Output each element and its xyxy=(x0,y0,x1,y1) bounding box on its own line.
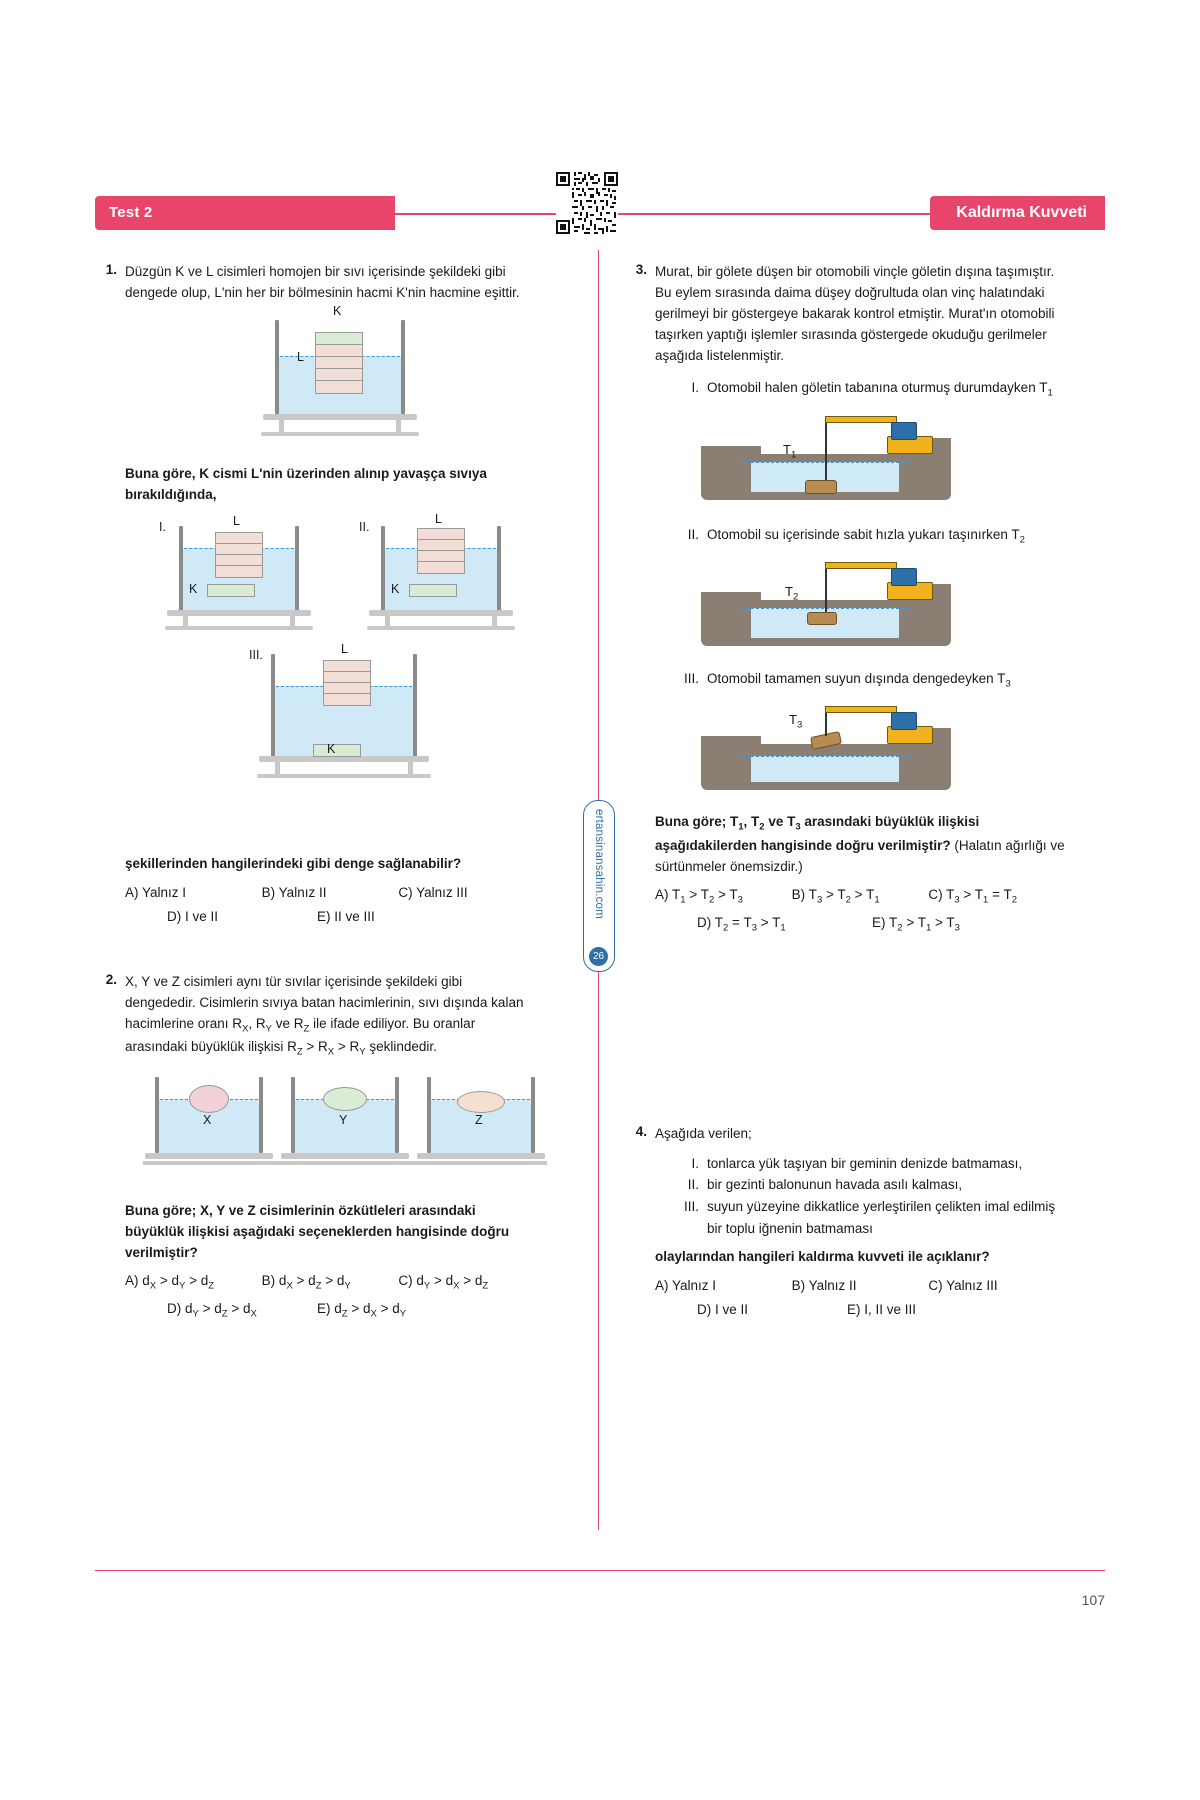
label-L: L xyxy=(435,511,442,526)
q2-t9: X xyxy=(327,1046,335,1058)
item-text: suyun yüzeyine dikkatlice yerleştirilen çelikten imal edilmiş bir toplu iğnenin batmaması xyxy=(707,1198,1056,1236)
question-1-intro: Düzgün K ve L cisimleri homojen bir sıvı içerisinde şekildeki gibi dengede olup, L'nin her bir bölmesinin hacmi K'nin hacmine eşittir. xyxy=(125,264,520,300)
label-K: K xyxy=(391,581,400,596)
case-label-3: III. xyxy=(249,647,263,662)
label-L: L xyxy=(297,349,304,364)
q2-t11: Y xyxy=(359,1046,366,1058)
question-4-intro: Aşağıda verilen; xyxy=(655,1125,752,1141)
question-1-number: 1. xyxy=(105,262,117,277)
question-3-number: 3. xyxy=(635,262,647,277)
label-Z: Z xyxy=(475,1112,483,1127)
label-Y: Y xyxy=(339,1112,348,1127)
test-label: Test 2 xyxy=(109,204,153,221)
question-4-items xyxy=(655,1153,1065,1239)
item-roman: III. xyxy=(683,671,699,687)
case-label-2: II. xyxy=(359,519,370,534)
choice-d[interactable]: D) $T_2 = T_3 > T_1$ xyxy=(697,915,786,934)
q2-t12: şeklindedir. xyxy=(365,1039,437,1055)
question-2-figure xyxy=(125,1077,535,1187)
list-item xyxy=(677,377,1065,401)
item-text: bir gezinti balonunun havada asılı kalması, xyxy=(707,1177,963,1193)
question-3-choices xyxy=(655,887,1065,933)
choice-c[interactable]: C) $d_Y > d_X > d_Z$ xyxy=(398,1273,489,1293)
question-2-choices xyxy=(125,1273,535,1319)
label-L: L xyxy=(341,641,348,656)
left-column xyxy=(95,262,535,1320)
choice-e[interactable]: E) $d_Z > d_X > d_Y$ xyxy=(317,1301,407,1320)
question-4-choices xyxy=(655,1278,1065,1317)
question-3-question-bold: Buna göre; $T_1$, $T_2$ ve $T_3$ arasındaki büyüklük ilişkisi aşağıdakilerden hangisinde doğru verilmiştir? xyxy=(655,814,980,853)
item-text: Otomobil tamamen suyun dışında dengedeyken $T_3$ xyxy=(707,671,1011,691)
choice-e[interactable]: E) I, II ve III xyxy=(847,1302,917,1318)
case-label-1: I. xyxy=(159,519,166,534)
list-item xyxy=(677,1196,1065,1239)
q2-t4: ve R xyxy=(272,1015,304,1031)
list-item xyxy=(677,1174,1065,1196)
question-3-note: (Halatın ağırlığı ve sürtünmeler önemsizdir.) xyxy=(655,837,1065,874)
choice-a[interactable]: A) $d_X > d_Y > d_Z$ xyxy=(125,1273,215,1293)
q2-t8: > R xyxy=(302,1039,328,1055)
choice-a[interactable]: A) Yalnız I xyxy=(655,1278,717,1294)
choice-e[interactable]: E) II ve III xyxy=(317,908,375,924)
question-4-question: olaylarından hangileri kaldırma kuvveti ile açıklanır? xyxy=(655,1249,990,1265)
choice-d[interactable]: D) I ve II xyxy=(697,1302,749,1318)
question-4 xyxy=(625,1124,1065,1317)
q2-t0: X, Y ve Z cisimleri aynı tür sıvılar içerisinde şekildeki gibi dengededir. Cisimlerin sıvıya batan hacimlerinin, sıvı dışında kalan hacimlerine oranı R xyxy=(125,974,524,1031)
footer-rule xyxy=(95,1570,1105,1571)
q2-t6: ile ifade ediliyor. Bu oranlar arasındaki büyüklük ilişkisi R xyxy=(125,1015,476,1055)
question-3-intro: Murat, bir gölete düşen bir otomobili vinçle göletin dışına taşımıştır. Bu eylem sırasında daima düşey doğrultuda olan vinç halatındaki gerilmeyi bir göstergeye bakarak kontrol etmiştir. Murat'ın otomobili taşırken yaptığı işlemler sırasında göstergede okuduğu gerilmeler aşağıda listelenmiştir. xyxy=(655,264,1055,363)
choice-b[interactable]: B) Yalnız II xyxy=(791,1278,857,1294)
item-roman: II. xyxy=(687,527,699,543)
question-1-prompt: Buna göre, K cismi L'nin üzerinden alınıp yavaşça sıvıya bırakıldığında, xyxy=(125,465,487,502)
choice-d[interactable]: D) I ve II xyxy=(167,908,219,924)
choice-b[interactable]: B) $d_X > d_Z > d_Y$ xyxy=(261,1273,351,1293)
label-K: K xyxy=(189,581,198,596)
q2-t1: X xyxy=(242,1023,249,1035)
list-item xyxy=(677,524,1065,548)
question-3-figure-2 xyxy=(655,554,1065,662)
item-text: Otomobil su içerisinde sabit hızla yukarı taşınırken $T_2$ xyxy=(707,527,1025,547)
list-item xyxy=(677,1153,1065,1175)
label-K: K xyxy=(333,303,342,318)
q2-t5: Z xyxy=(303,1023,310,1035)
question-2-number: 2. xyxy=(105,972,117,987)
question-3-items xyxy=(655,377,1065,401)
question-2 xyxy=(95,972,535,1320)
site-badge-number: 26 xyxy=(589,947,608,966)
choice-a[interactable]: A) $T_1 > T_2 > T_3$ xyxy=(655,887,743,907)
choice-c[interactable]: C) $T_3 > T_1 = T_2$ xyxy=(928,887,1018,907)
label-K: K xyxy=(327,741,336,756)
choice-c[interactable]: C) Yalnız III xyxy=(398,884,468,900)
qr-code-icon xyxy=(556,172,618,234)
choice-b[interactable]: B) Yalnız II xyxy=(261,884,327,900)
q2-t10: > R xyxy=(334,1039,360,1055)
question-3-question xyxy=(655,812,1065,877)
label-X: X xyxy=(203,1112,212,1127)
choice-d[interactable]: D) $d_Y > d_Z > d_X$ xyxy=(167,1301,257,1320)
choice-a[interactable]: A) Yalnız I xyxy=(125,884,187,900)
question-1-question: şekillerinden hangilerindeki gibi denge sağlanabilir? xyxy=(125,855,462,871)
choice-e[interactable]: E) $T_2 > T_1 > T_3$ xyxy=(872,915,960,934)
q2-t2: , R xyxy=(248,1015,266,1031)
page-number: 107 xyxy=(1081,1592,1105,1608)
choice-c[interactable]: C) Yalnız III xyxy=(928,1278,998,1294)
q2-t3: Y xyxy=(265,1023,273,1035)
question-1-figure-main xyxy=(125,303,535,440)
question-3-figure-3 xyxy=(655,698,1065,806)
q2-t7: Z xyxy=(296,1046,303,1058)
item-roman: I. xyxy=(691,379,699,395)
choice-b[interactable]: B) $T_3 > T_2 > T_1$ xyxy=(791,887,880,907)
question-3 xyxy=(625,262,1065,934)
tension-label-2: $T_2$ xyxy=(785,584,799,603)
question-3-figure-1 xyxy=(655,408,1065,518)
label-L: L xyxy=(233,513,240,528)
item-text: tonlarca yük taşıyan bir geminin denizde batmaması, xyxy=(707,1155,1023,1171)
question-1-choices xyxy=(125,885,535,924)
question-4-number: 4. xyxy=(635,1123,647,1139)
item-text: Otomobil halen göletin tabanına oturmuş durumdayken $T_1$ xyxy=(707,379,1053,399)
item-roman: III. xyxy=(683,1198,699,1214)
site-badge xyxy=(583,800,615,972)
tension-label-3: $T_3$ xyxy=(789,712,803,731)
tension-label-1: $T_1$ xyxy=(783,442,797,462)
right-column xyxy=(625,262,1065,1317)
question-1 xyxy=(95,262,535,922)
site-badge-text: ertansinansahin.com xyxy=(593,809,605,919)
question-2-intro xyxy=(125,972,535,1061)
item-roman: I. xyxy=(691,1155,699,1171)
topic-label: Kaldırma Kuvveti xyxy=(956,204,1087,221)
item-roman: II. xyxy=(687,1177,699,1193)
question-1-cases xyxy=(125,511,535,850)
question-2-question: Buna göre; X, Y ve Z cisimlerinin özkütleleri arasındaki büyüklük ilişkisi aşağıdaki seçeneklerden hangisinde doğru verilmiştir? xyxy=(125,1202,510,1260)
list-item xyxy=(677,668,1065,692)
test-banner xyxy=(95,196,395,230)
topic-banner xyxy=(930,196,1105,230)
